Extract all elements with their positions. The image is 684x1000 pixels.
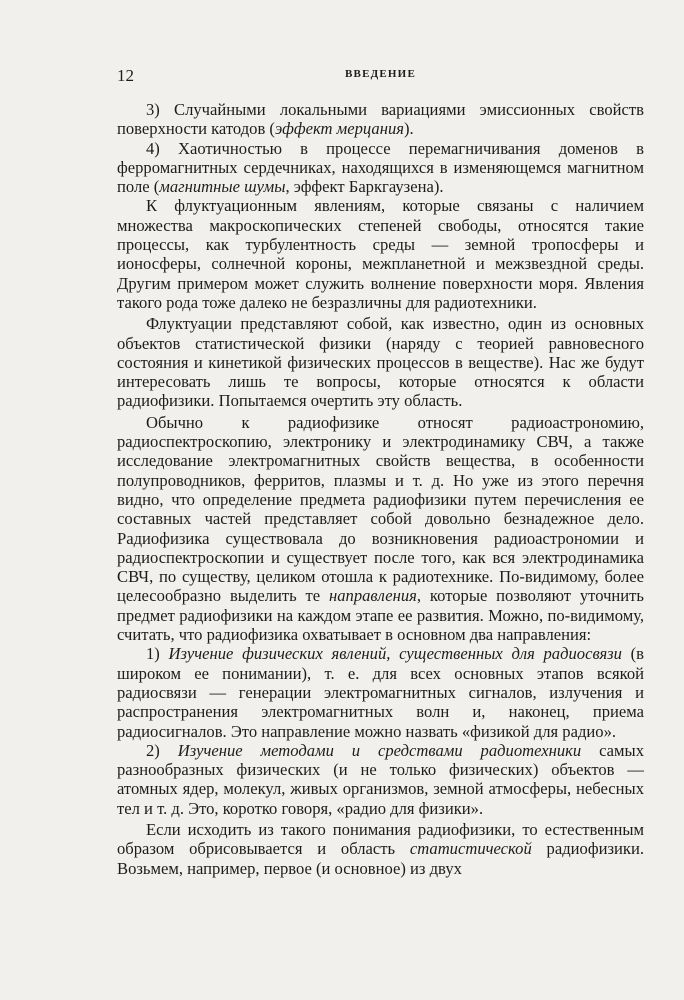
paragraph [117, 741, 644, 818]
italic-text: Изучение методами и средствами радиотехники [177, 740, 582, 760]
page-number: 12 [117, 66, 134, 85]
italic-text: магнитные шумы [159, 177, 286, 197]
text-run: Обычно к радиофизике относят радиоастрономию, радиоспектроскопию, электронику и электродинамику СВЧ, а также исследование электромагнитных свойств вещества, в особенности полупроводников, ферритов, плазмы и т. д. Но уже из этого перечня видно, что определение предмета радиофизики путем перечисления ее составных частей представляет собой довольно безнадежное дело. Радиофизика существовала до возникновения радиоастрономии и радиоспектроскопии и существует после того, как вся электродинамика СВЧ, по существу, целиком отошла к радиотехнике. По-видимому, более целесообразно выделить те [117, 412, 644, 606]
paragraph [117, 196, 644, 312]
text-run: Флуктуации представляют собой, как известно, один из основных объектов статистической физики (наряду с теорией равновесного состояния и кинетикой физических процессов в веществе). Нас же будут интересовать лишь те вопросы, которые относятся к области радиофизики. Попытаемся очертить эту область. [117, 314, 644, 411]
text-run: , которые позволяют уточнить предмет радиофизики на каждом этапе ее развития. Можно, по-видимому, считать, что радиофизика охватывает в основном два направления: [117, 586, 645, 645]
italic-text: Изучение физических явлений, существенных для радиосвязи [168, 644, 622, 664]
text-run: самых разнообразных физических (и не только физических) объектов — атомных ядер, молекул, живых организмов, земной атмосферы, небесных тел и т. д. Это, коротко говоря, «радио для физики». [117, 740, 644, 818]
running-title: ВВЕДЕНИЕ [345, 68, 416, 80]
text-run: 1) [146, 644, 169, 664]
text-run: ). [403, 119, 414, 139]
italic-text: эффект мерцания [274, 119, 404, 139]
paragraph [117, 139, 644, 197]
body-text [117, 100, 644, 878]
page-header [117, 66, 644, 88]
text-run: 3) Случайными локальными вариациями эмиссионных свойств поверхности катодов ( [117, 100, 644, 139]
text-run: , эффект Баркгаузена). [285, 177, 444, 197]
paragraph [117, 820, 644, 878]
paragraph [117, 100, 644, 139]
text-run: радиофизики. Возьмем, например, первое (и основное) из двух [117, 839, 644, 878]
text-run: 4) Хаотичностью в процессе перемагничивания доменов в ферромагнитных сердечниках, находящихся в изменяющемся магнитном поле ( [117, 138, 644, 197]
paragraph [117, 413, 644, 645]
paragraph [117, 644, 644, 740]
text-run: Если исходить из такого понимания радиофизики, то естественным образом обрисовывается и область [117, 819, 644, 859]
text-run: (в широком ее понимании), т. е. для всех основных этапов всякой радиосвязи — генерации электромагнитных сигналов, излучения и распространения электромагнитных волн и, наконец, приема радиосигналов. Это направление можно назвать «физикой для радио». [117, 644, 644, 741]
italic-text: направления [329, 586, 417, 606]
text-run: 2) [146, 740, 178, 760]
italic-text: статистической [409, 839, 532, 859]
paragraph [117, 314, 644, 410]
text-run: К флуктуационным явлениям, которые связаны с наличием множества макроскопических степеней свободы, относятся такие процессы, как турбулентность среды — земной тропосферы и ионосферы, солнечной короны, межпланетной и межзвездной среды. Другим примером может служить волнение поверхности моря. Явления такого рода тоже далеко не безразличны для радиотехники. [117, 196, 644, 312]
